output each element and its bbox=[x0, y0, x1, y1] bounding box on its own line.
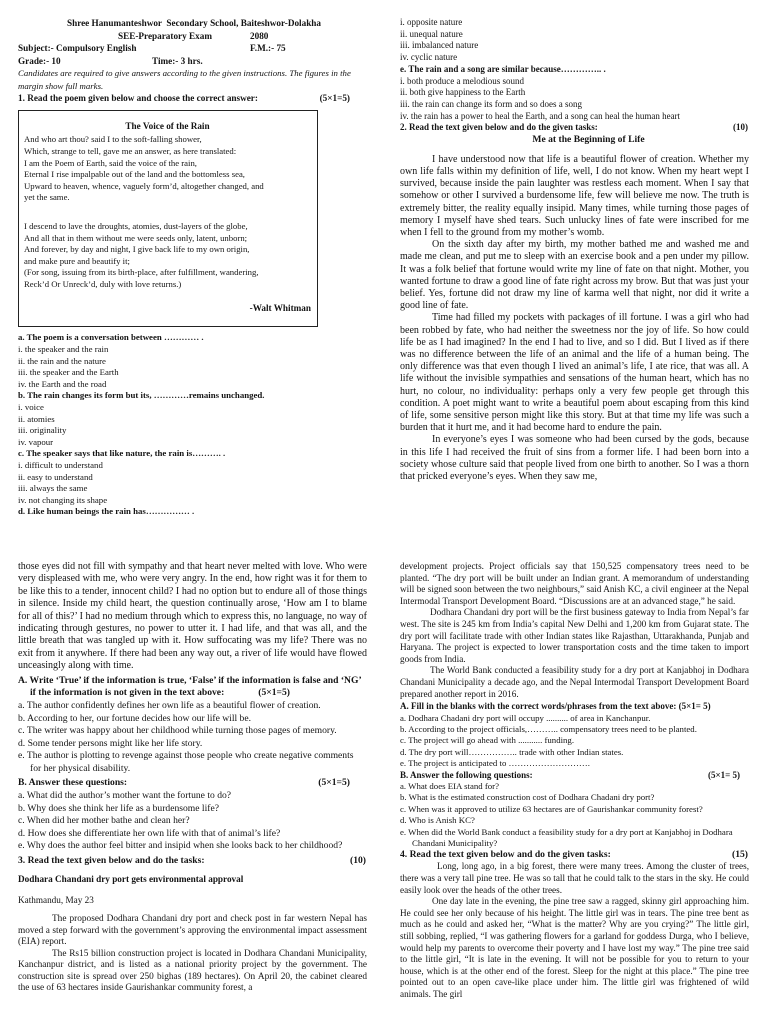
list-item: d. How does she differentiate her own life with that of animal’s life? bbox=[18, 827, 281, 839]
passage-continued bbox=[18, 561, 367, 673]
list-item: a. The author confidently defines her own life as a beautiful flower of creation. bbox=[18, 700, 321, 712]
question: e. The rain and a song are similar because………….. . bbox=[400, 63, 606, 74]
q3-task-b-marks: (5×1= 5) bbox=[707, 769, 740, 780]
poem-box bbox=[18, 110, 318, 327]
poem-line: and make pure and beautify it; bbox=[24, 255, 130, 266]
task-a-marks: (5×1=5) bbox=[258, 687, 290, 699]
option: iii. always the same bbox=[18, 483, 88, 494]
poem-author: -Walt Whitman bbox=[249, 302, 311, 313]
q1-marks: (5×1=5) bbox=[319, 92, 350, 103]
column-bottom-right bbox=[400, 561, 749, 1001]
option: iii. imbalanced nature bbox=[400, 40, 479, 51]
paragraph: The World Bank conducted a feasibility study for a dry port at Kanjabhoj in Dodhara Chandani Municipality a decade ago, and the Nepal Intermodal Transport Development Board prepared another report in 2016. bbox=[400, 665, 749, 699]
q4-heading: 4. Read the text given below and do the given tasks: bbox=[400, 849, 611, 861]
grade: Grade:- 10 bbox=[18, 55, 61, 66]
poem-line: And forever, by day and night, I give back life to my own origin, bbox=[24, 244, 250, 255]
option: i. both produce a melodious sound bbox=[400, 75, 524, 86]
list-item: c. When was it approved to utilize 63 hectares are of Gaurishankar community forest? bbox=[400, 803, 703, 814]
q4-heading-row bbox=[400, 849, 748, 861]
list-item: e. The project is anticipated to ………………………. bbox=[400, 758, 590, 769]
fill-blanks-heading: A. Fill in the blanks with the correct words/phrases from the text above: bbox=[400, 701, 677, 712]
list-item: b. According to her, our fortune decides how our life will be. bbox=[18, 712, 251, 724]
list-item: e. When did the World Bank conduct a feasibility study for a dry port at Kanjabhoj in Dodhara Chandani Municipality? bbox=[400, 826, 733, 848]
task-b-list bbox=[18, 790, 367, 853]
list-item: c. The writer was happy about her childhood while turning those pages of memory. bbox=[18, 725, 337, 737]
poem-line: (For song, issuing from its birth-place, after fulfillment, wandering, bbox=[24, 267, 259, 278]
q1-questions bbox=[18, 332, 370, 518]
list-item: d. The dry port will…………….. trade with other Indian states. bbox=[400, 746, 624, 757]
subject-line bbox=[18, 42, 370, 55]
poem-line: yet the same. bbox=[24, 192, 70, 203]
list-item: b. What is the estimated construction cost of Dodhara Chadani dry port? bbox=[400, 792, 655, 803]
option: iv. cyclic nature bbox=[400, 52, 458, 63]
question: c. The speaker says that like nature, the rain is………. . bbox=[18, 448, 226, 459]
option: iv. vapour bbox=[18, 436, 54, 447]
option: i. voice bbox=[18, 401, 44, 412]
poem-line: And who art thou? said I to the soft-falling shower, bbox=[24, 134, 202, 145]
news-headline: Dodhara Chandani dry port gets environmental approval bbox=[18, 874, 244, 885]
list-item: b. Why does she think her life as a burdensome life? bbox=[18, 802, 219, 814]
paragraph: On the sixth day after my birth, my mother bathed me and washed me and made me clean, and put me to sleep with an exercise book and a pen under my pillow. It was a folk belief that fortune would write my line of fate on that night. Mother, you wanted fortune to draw a good line of fate right across my brow. But that was just your belief. Yes, fortune did not draw my line of karma well that night, nor did it write a good line of fate. bbox=[400, 239, 749, 312]
poem-line: And all that in them without me were seeds only, latent, unborn; bbox=[24, 232, 248, 243]
paragraph: One day late in the evening, the pine tree saw a ragged, skinny girl approaching him. He could see her only because of his height. The little girl was in tears. The pine tree bent as much as he could and asked her, “What is the matter? Why are you crying?” The little girl, still sobbing, replied, “I was gathering flowers for a garland for goddess Durga, who I believe, would help my parents to overcome their poverty and I have lost my way.” The pine tree said to the little girl, “It is late in the evening. It will not be possible for you to return to your house, which is at the other end of the forest. Sleep for the night at this place.” The pine tree pointed out to an open cave-like place under him. The little girl was frightened of wild animals. The girl bbox=[400, 896, 749, 999]
poem-line: I am the Poem of Earth, said the voice of the rain, bbox=[24, 157, 197, 168]
option: iii. the speaker and the Earth bbox=[18, 367, 119, 378]
task-b-marks: (5×1=5) bbox=[318, 777, 350, 789]
list-item: e. The author is plotting to revenge against those people who create negative comments for her physical disability. bbox=[18, 750, 354, 774]
q4-marks: (15) bbox=[732, 849, 748, 861]
q3-task-b-heading-row bbox=[400, 770, 740, 781]
option: iii. originality bbox=[18, 425, 67, 436]
paragraph: The proposed Dodhara Chandani dry port and check post in far western Nepal has moved a step forward with the government’s approving the environmental impact assessment (EIA) report. bbox=[18, 914, 367, 948]
option: iv. the rain has a power to heal the Earth, and a song can heal the human heart bbox=[400, 110, 681, 121]
news-body bbox=[18, 914, 367, 995]
paragraph: Dodhara Chandani dry port will be the first business gateway to India from Nepal’s far west. The site is 245 km from India’s capital New Delhi and 1,200 km from Gujarat state. The dry port will facilitate trade with other Indian states like Rajasthan, Uttarakhanda, Punjab and Haryana. The project is expected to lower transportation costs and the time taken to import goods from India. bbox=[400, 607, 749, 664]
q3-heading-row bbox=[18, 855, 366, 868]
option: ii. easy to understand bbox=[18, 471, 93, 482]
grade-line bbox=[18, 55, 370, 68]
option: i. opposite nature bbox=[400, 17, 463, 27]
task-a-list bbox=[18, 700, 367, 775]
fill-blanks-heading-row bbox=[400, 701, 749, 712]
task-a-heading-text: A. Write ‘True’ if the information is true, ‘False’ if the information is false and ‘NG’ if the information is not given in the text above: bbox=[18, 674, 361, 699]
task-a-heading bbox=[18, 675, 367, 701]
list-item: a. What does EIA stand for? bbox=[400, 780, 500, 791]
time-allowed: Time:- 3 hrs. bbox=[152, 55, 203, 66]
option: i. the speaker and the rain bbox=[18, 343, 109, 354]
option: iii. the rain can change its form and so does a song bbox=[400, 98, 582, 109]
q3-marks: (10) bbox=[350, 854, 366, 866]
list-item: a. Dodhara Chadani dry port will occupy .......... of area in Kanchanpur. bbox=[400, 712, 651, 723]
fill-blanks-marks: (5×1= 5) bbox=[678, 701, 711, 712]
list-item: e. Why does the author feel bitter and insipid when she looks back to her childhood? bbox=[18, 840, 343, 852]
option: iv. not changing its shape bbox=[18, 494, 108, 505]
paragraph: I have understood now that life is a beautiful flower of creation. Whether my own life falls within my definition of life, well, I do not know. When my heart wept I survived, because inside the pain laughter was restless each moment. When I say that somehow or other I survived a burdensome life, few will believe me now. The truth is extremely bitter, the reality equally insipid. Many times, while turning those pages of memory I myself have shed tears. Such unlucky lines of fate were inscribed for me when I fell to the ground from my mother’s womb. bbox=[400, 153, 749, 238]
column-top-left bbox=[18, 17, 370, 518]
fill-blanks-list bbox=[400, 713, 749, 770]
list-item: c. When did her mother bathe and clean her? bbox=[18, 815, 190, 827]
poem-line: I descend to lave the droughts, atomies, dust-layers of the globe, bbox=[24, 220, 248, 231]
task-b-heading-row bbox=[18, 777, 350, 790]
paragraph: Long, long ago, in a big forest, there were many trees. Among the cluster of trees, there was a very tall pine tree. He was so tall that he could talk to the stars in the sky. He could easily look over the heads of the other trees. bbox=[400, 861, 749, 895]
q3-heading: 3. Read the text given below and do the tasks: bbox=[18, 854, 205, 866]
paragraph: development projects. Project officials say that 150,525 compensatory trees need to be planted. “The dry port will be built under an Indian grant. A memorandum of understanding will be signed soon between the two neighbours,” said Anish KC, a civil engineer at the Nepal Intermodal Transport Development Board. “Discussions are at an advanced stage,” he said. bbox=[400, 561, 749, 606]
poem-line: Which, strange to tell, gave me an answer, as here translated: bbox=[24, 145, 237, 156]
poem-stanza-2 bbox=[24, 221, 311, 291]
option: i. difficult to understand bbox=[18, 459, 103, 470]
q2-heading: 2. Read the text given below and do the given tasks: bbox=[400, 122, 598, 133]
question: d. Like human beings the rain has…………… . bbox=[18, 506, 195, 517]
news-dateline: Kathmandu, May 23 bbox=[18, 894, 94, 905]
poem-stanza-1 bbox=[24, 134, 311, 204]
paragraph: those eyes did not fill with sympathy and that heart never melted with love. Who were very displeased with me, who were very angry. In the end, how right was it for them to be like this to a tender, innocent child? I had no option but to endure all of those things in silence. Inside my child heart, the question continually arose, ‘How am I to blame for all of this?’ I had no medium through which to express this, no language, no way of indicating through gestures, no power to utter it. I had life, and that was all, and the little breath that was tangled up with it. How suffocating was my life? There was no exit from it anywhere. If there had been any way out, a river of life would have flowed unceasingly along with time. bbox=[18, 561, 367, 672]
question: a. The poem is a conversation between ………… . bbox=[18, 332, 204, 343]
q3-task-b-list bbox=[400, 781, 749, 849]
q1-heading: 1. Read the poem given below and choose the correct answer: bbox=[18, 92, 258, 103]
list-item: d. Some tender persons might like her life story. bbox=[18, 737, 203, 749]
list-item: b. According to the project officials,……….. compensatory trees need to be planted. bbox=[400, 723, 697, 734]
school-name: Shree Hanumanteshwor Secondary School, Baiteshwor-Dolakha bbox=[66, 18, 322, 28]
q1-heading-row bbox=[18, 92, 350, 105]
option: ii. atomies bbox=[18, 413, 55, 424]
poem-line: Eternal I rise impalpable out of the land and the bottomless sea, bbox=[24, 169, 245, 180]
q2-marks: (10) bbox=[733, 122, 748, 133]
q3-task-b-heading: B. Answer the following questions: bbox=[400, 769, 533, 780]
exam-title: SEE-Preparatory Exam bbox=[118, 30, 212, 41]
exam-line bbox=[18, 30, 370, 43]
subject: Subject:- Compulsory English bbox=[18, 43, 137, 54]
list-item: d. Who is Anish KC? bbox=[400, 815, 475, 826]
exam-year: 2080 bbox=[250, 30, 269, 41]
option: ii. the rain and the nature bbox=[18, 355, 106, 366]
full-marks: F.M.:- 75 bbox=[250, 43, 286, 54]
option: iv. the Earth and the road bbox=[18, 378, 107, 389]
paragraph: The Rs15 billion construction project is located in Dodhara Chandani Municipality, Kanchanpur district, and is listed as a national priority project by the government. The construction site is spread over 250 bighas (189 hectares). On April 20, the cabinet cleared the use of 63 hectares inside Gaurishankar community forest, a bbox=[18, 948, 367, 994]
option: ii. both give happiness to the Earth bbox=[400, 87, 526, 98]
paragraph: Time had filled my pockets with packages of ill fortune. I was a girl who had been robbed by fate, who had neither the sweetness nor the joy of life. So how could life be as I had imagined? In the end I had to live, and so I did. But I lived as if there was no difference between the life of an animal and the life of a human being. The only difference was that even though I lived an animal’s life, I ate rice, that was all. A life without the invisible sympathies and sensations of the human heart, which has no hurt, no colour, no individuality: perhaps only a very few people get through this condition. A poet might want to write a beautiful poem about escaping from this kind of life, some sensitive person might like this story. But at that time my life was such a burden that it hurt me, and it had become hard to endure the pain. bbox=[400, 312, 749, 434]
list-item: a. What did the author’s mother want the fortune to do? bbox=[18, 790, 232, 802]
poem-title: The Voice of the Rain bbox=[125, 121, 210, 132]
poem-line: Reck’d Or Unreck’d, duly with love returns.) bbox=[24, 278, 182, 289]
news-body-continued bbox=[400, 561, 749, 700]
q2-heading-row bbox=[400, 122, 748, 134]
column-bottom-left bbox=[18, 561, 367, 995]
option: ii. unequal nature bbox=[400, 28, 463, 39]
question: b. The rain changes its form but its, …………remains unchanged. bbox=[18, 390, 265, 401]
instructions: Candidates are required to give answers according to the given instructions. The figures in the margin show full marks. bbox=[18, 68, 351, 91]
passage-title: Me at the Beginning of Life bbox=[532, 134, 645, 146]
poem-line: Upward to heaven, whence, vaguely form’d, altogether changed, and bbox=[24, 180, 264, 191]
paragraph: In everyone’s eyes I was someone who had been cursed by the gods, because in this life I had received the fruit of sins from a former life. I had been born into a society whose culture said that people lived from one birth to another. So I was a thorn that pricked everyone’s eyes. When they saw me, bbox=[400, 434, 749, 483]
column-top-right bbox=[400, 17, 749, 483]
passage-body bbox=[400, 154, 749, 483]
story-body bbox=[400, 861, 749, 1000]
task-b-heading: B. Answer these questions: bbox=[18, 777, 128, 789]
list-item: c. The project will go ahead with ........... funding. bbox=[400, 735, 575, 746]
